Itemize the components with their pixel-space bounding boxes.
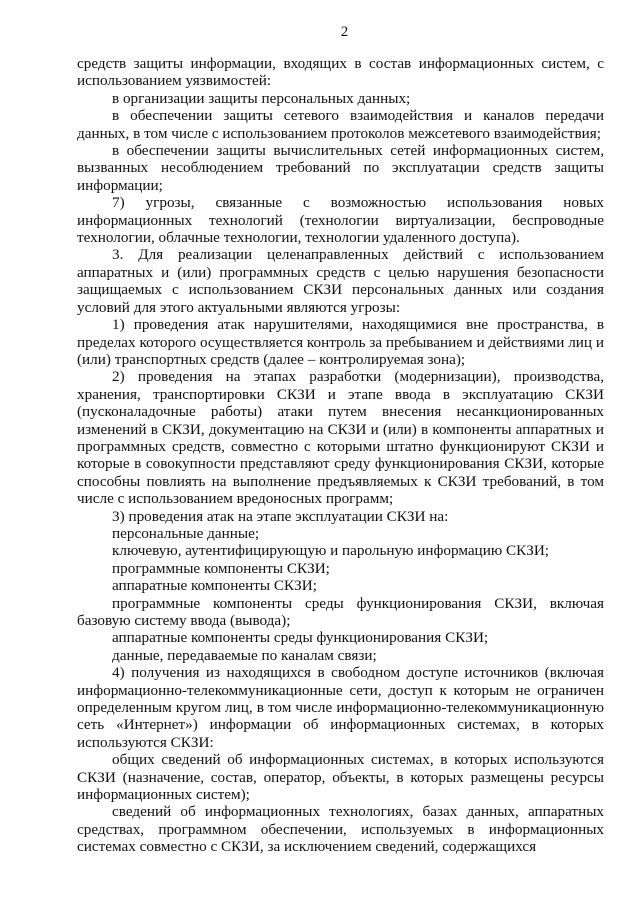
paragraph: средств защиты информации, входящих в состав информационных систем, с использованием уязвимостей: xyxy=(77,55,604,90)
page-number: 2 xyxy=(340,24,349,40)
paragraph: программные компоненты среды функционирования СКЗИ, включая базовую систему ввода (вывода); xyxy=(77,594,604,629)
paragraph: сведений об информационных технологиях, базах данных, аппаратных средствах, программном обеспечении, используемых в информационных системах совместно с СКЗИ, за исключением сведений, содержащихся xyxy=(77,803,604,856)
paragraph: данные, передаваемые по каналам связи; xyxy=(112,646,377,664)
paragraph: в обеспечении защиты сетевого взаимодействия и каналов передачи данных, в том числе с использованием протоколов межсетевого взаимодействия; xyxy=(77,107,604,142)
paragraph: 4) получения из находящихся в свободном доступе источников (включая информационно-телекоммуникационные сети, доступ к которым не ограничен определенным кругом лиц, в том числе информационно-телекоммуникационную сеть «Интернет») информации об информационных системах, в которых используются СКЗИ: xyxy=(77,664,604,751)
paragraph: 1) проведения атак нарушителями, находящимися вне пространства, в пределах которого осуществляется контроль за пребыванием и действиями лиц и (или) транспортных средств (далее – контролируемая зона); xyxy=(77,316,604,368)
paragraph: 3) проведения атак на этапе эксплуатации СКЗИ на: xyxy=(112,507,449,525)
paragraph: в организации защиты персональных данных; xyxy=(112,89,411,107)
paragraph: в обеспечении защиты вычислительных сетей информационных систем, вызванных несоблюдением требований по эксплуатации средств защиты информации; xyxy=(77,142,604,194)
paragraph: общих сведений об информационных системах, в которых используются СКЗИ (назначение, состав, оператор, объекты, в которых размещены ресурсы информационных систем); xyxy=(77,751,604,804)
paragraph: персональные данные; xyxy=(112,524,260,542)
paragraph: 2) проведения на этапах разработки (модернизации), производства, хранения, транспортировки СКЗИ и этапе ввода в эксплуатацию СКЗИ (пусконаладочные работы) атаки путем внесения несанкционированных изменений в СКЗИ, документацию на СКЗИ и (или) в компоненты аппаратных и программных средств, совместно с которыми штатно функционируют СКЗИ и которые в совокупности представляют среду функционирования СКЗИ, которые способны повлиять на выполнение предъявляемых к СКЗИ требований, в том числе с использованием вредоносных программ; xyxy=(77,368,604,508)
paragraph: аппаратные компоненты СКЗИ; xyxy=(112,577,317,595)
paragraph: 3. Для реализации целенаправленных действий с использованием аппаратных и (или) программных средств с целью нарушения безопасности защищаемых с использованием СКЗИ персональных данных или создания условий для этого актуальными являются угрозы: xyxy=(77,246,604,316)
paragraph: 7) угрозы, связанные с возможностью использования новых информационных технологий (технологии виртуализации, беспроводные технологии, облачные технологии, технологии удаленного доступа). xyxy=(77,194,604,247)
paragraph: аппаратные компоненты среды функционирования СКЗИ; xyxy=(112,629,489,647)
paragraph: ключевую, аутентифицирующую и парольную информацию СКЗИ; xyxy=(112,542,550,560)
paragraph: программные компоненты СКЗИ; xyxy=(112,559,330,577)
